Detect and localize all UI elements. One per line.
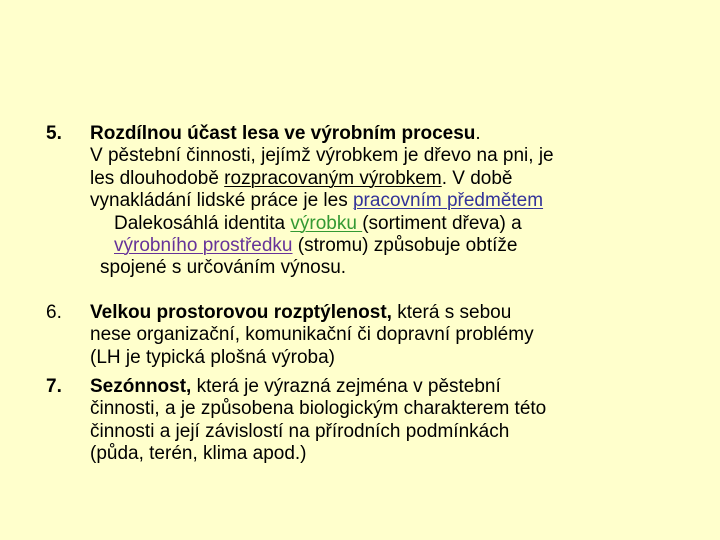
item-body <box>90 123 690 280</box>
item-line <box>90 235 690 257</box>
link-pracovnim-predmetem[interactable]: pracovním předmětem <box>352 190 544 212</box>
text-segment: která s sebou <box>391 302 512 323</box>
item-line <box>90 123 690 145</box>
text-segment: V pěstební činnosti, jejímž výrobkem je dřevo na pni, je <box>90 145 554 167</box>
item-body <box>90 376 690 466</box>
heading-text: Velkou prostorovou rozptýlenost, <box>90 302 392 323</box>
link-vyrobniho-prostredku[interactable]: výrobního prostředku <box>114 235 293 257</box>
text-segment: činnosti a její závislostí na přírodních podmínkách <box>90 420 510 442</box>
item-line <box>90 376 690 398</box>
link-vyrobku[interactable]: výrobku <box>290 212 363 234</box>
item-line <box>90 443 690 465</box>
item-line <box>90 421 690 443</box>
link-rozpracovanym-vyrobkem[interactable]: rozpracovaným výrobkem <box>224 167 442 189</box>
item-line <box>90 257 690 279</box>
item-number: 7. <box>46 376 62 397</box>
text-segment: spojené s určováním výnosu. <box>100 257 347 279</box>
item-line <box>90 168 690 190</box>
item-line <box>90 398 690 420</box>
item-line <box>90 213 690 235</box>
text-segment: Dalekosáhlá identita <box>114 212 291 234</box>
text-segment: (sortiment dřeva) a <box>362 212 522 234</box>
heading-text: Rozdílnou účast lesa ve výrobním procesu <box>90 123 476 144</box>
text-segment: která je výrazná zejména v pěstební <box>191 376 501 397</box>
item-body <box>90 302 690 369</box>
text-segment: (půda, terén, klima apod.) <box>90 443 307 465</box>
text-segment: (LH je typická plošná výroba) <box>90 346 335 368</box>
text-segment: les dlouhodobě <box>90 167 225 189</box>
item-line <box>90 302 690 324</box>
item-line <box>90 324 690 346</box>
item-number: 5. <box>46 123 62 144</box>
text-segment: . <box>475 123 481 144</box>
item-line <box>90 190 690 212</box>
heading-text: Sezónnost, <box>90 376 192 397</box>
text-segment: činnosti, a je způsobena biologickým charakterem této <box>90 398 547 420</box>
item-line <box>90 347 690 369</box>
text-segment: nese organizační, komunikační či dopravní problémy <box>90 324 534 346</box>
item-line <box>90 145 690 167</box>
item-number: 6. <box>46 302 62 323</box>
text-segment: vynakládání lidské práce je les <box>90 190 353 212</box>
text-segment: (stromu) způsobuje obtíže <box>292 235 518 257</box>
text-segment: . V době <box>441 167 513 189</box>
